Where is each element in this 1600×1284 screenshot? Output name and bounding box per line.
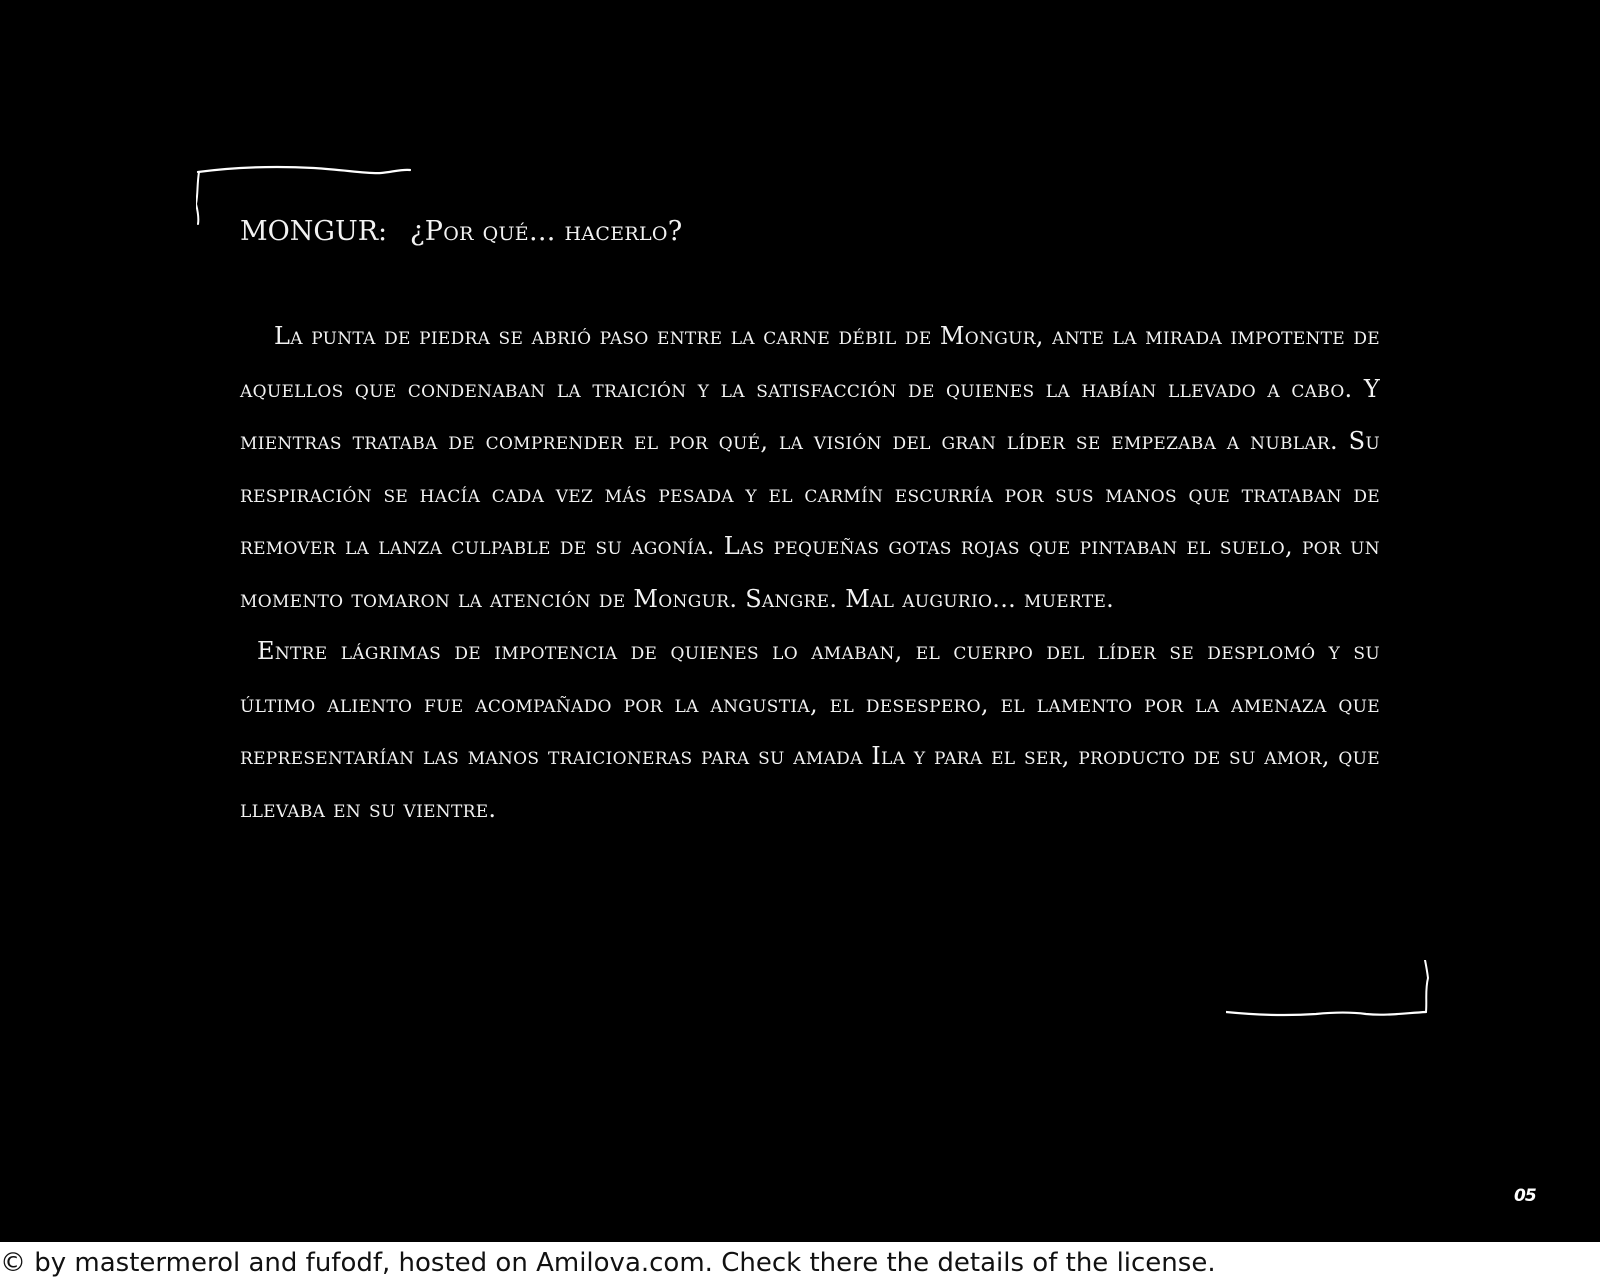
dialogue-line: [240, 212, 683, 252]
frame-corner-bottom-right: [1226, 960, 1432, 1020]
license-credit-text: © by mastermerol and fufodf, hosted on Amilova.com. Check there the details of the license.: [0, 1248, 1216, 1278]
narration-text: [240, 310, 1380, 835]
narration-paragraph-1: La punta de piedra se abrió paso entre la carne débil de Mongur, ante la mirada impotente de aquellos que condenaban la traición y la satisfacción de quienes la habían llevado a cabo. Y mientras trataba de comprender el por qué, la visión del gran líder se empezaba a nublar. Su respiración se hacía cada vez más pesada y el carmín escurría por sus manos que trataban de remover la lanza culpable de su agonía. Las pequeñas gotas rojas que pintaban el suelo, por un momento tomaron la atención de Mongur. Sangre. Mal augurio... muerte.: [240, 322, 1380, 613]
license-footer: [0, 1242, 1600, 1284]
speech-text: ¿Por qué... hacerlo?: [410, 216, 683, 247]
page-number: 05: [1514, 1186, 1536, 1206]
narration-paragraph-2: Entre lágrimas de impotencia de quienes lo amaban, el cuerpo del líder se desplomó y su último aliento fue acompañado por la angustia, el desespero, el lamento por la amenaza que representarían las manos traicioneras para su amada Ila y para el ser, producto de su amor, que llevaba en su vientre.: [240, 637, 1380, 823]
speaker-name: MONGUR:: [240, 216, 388, 247]
